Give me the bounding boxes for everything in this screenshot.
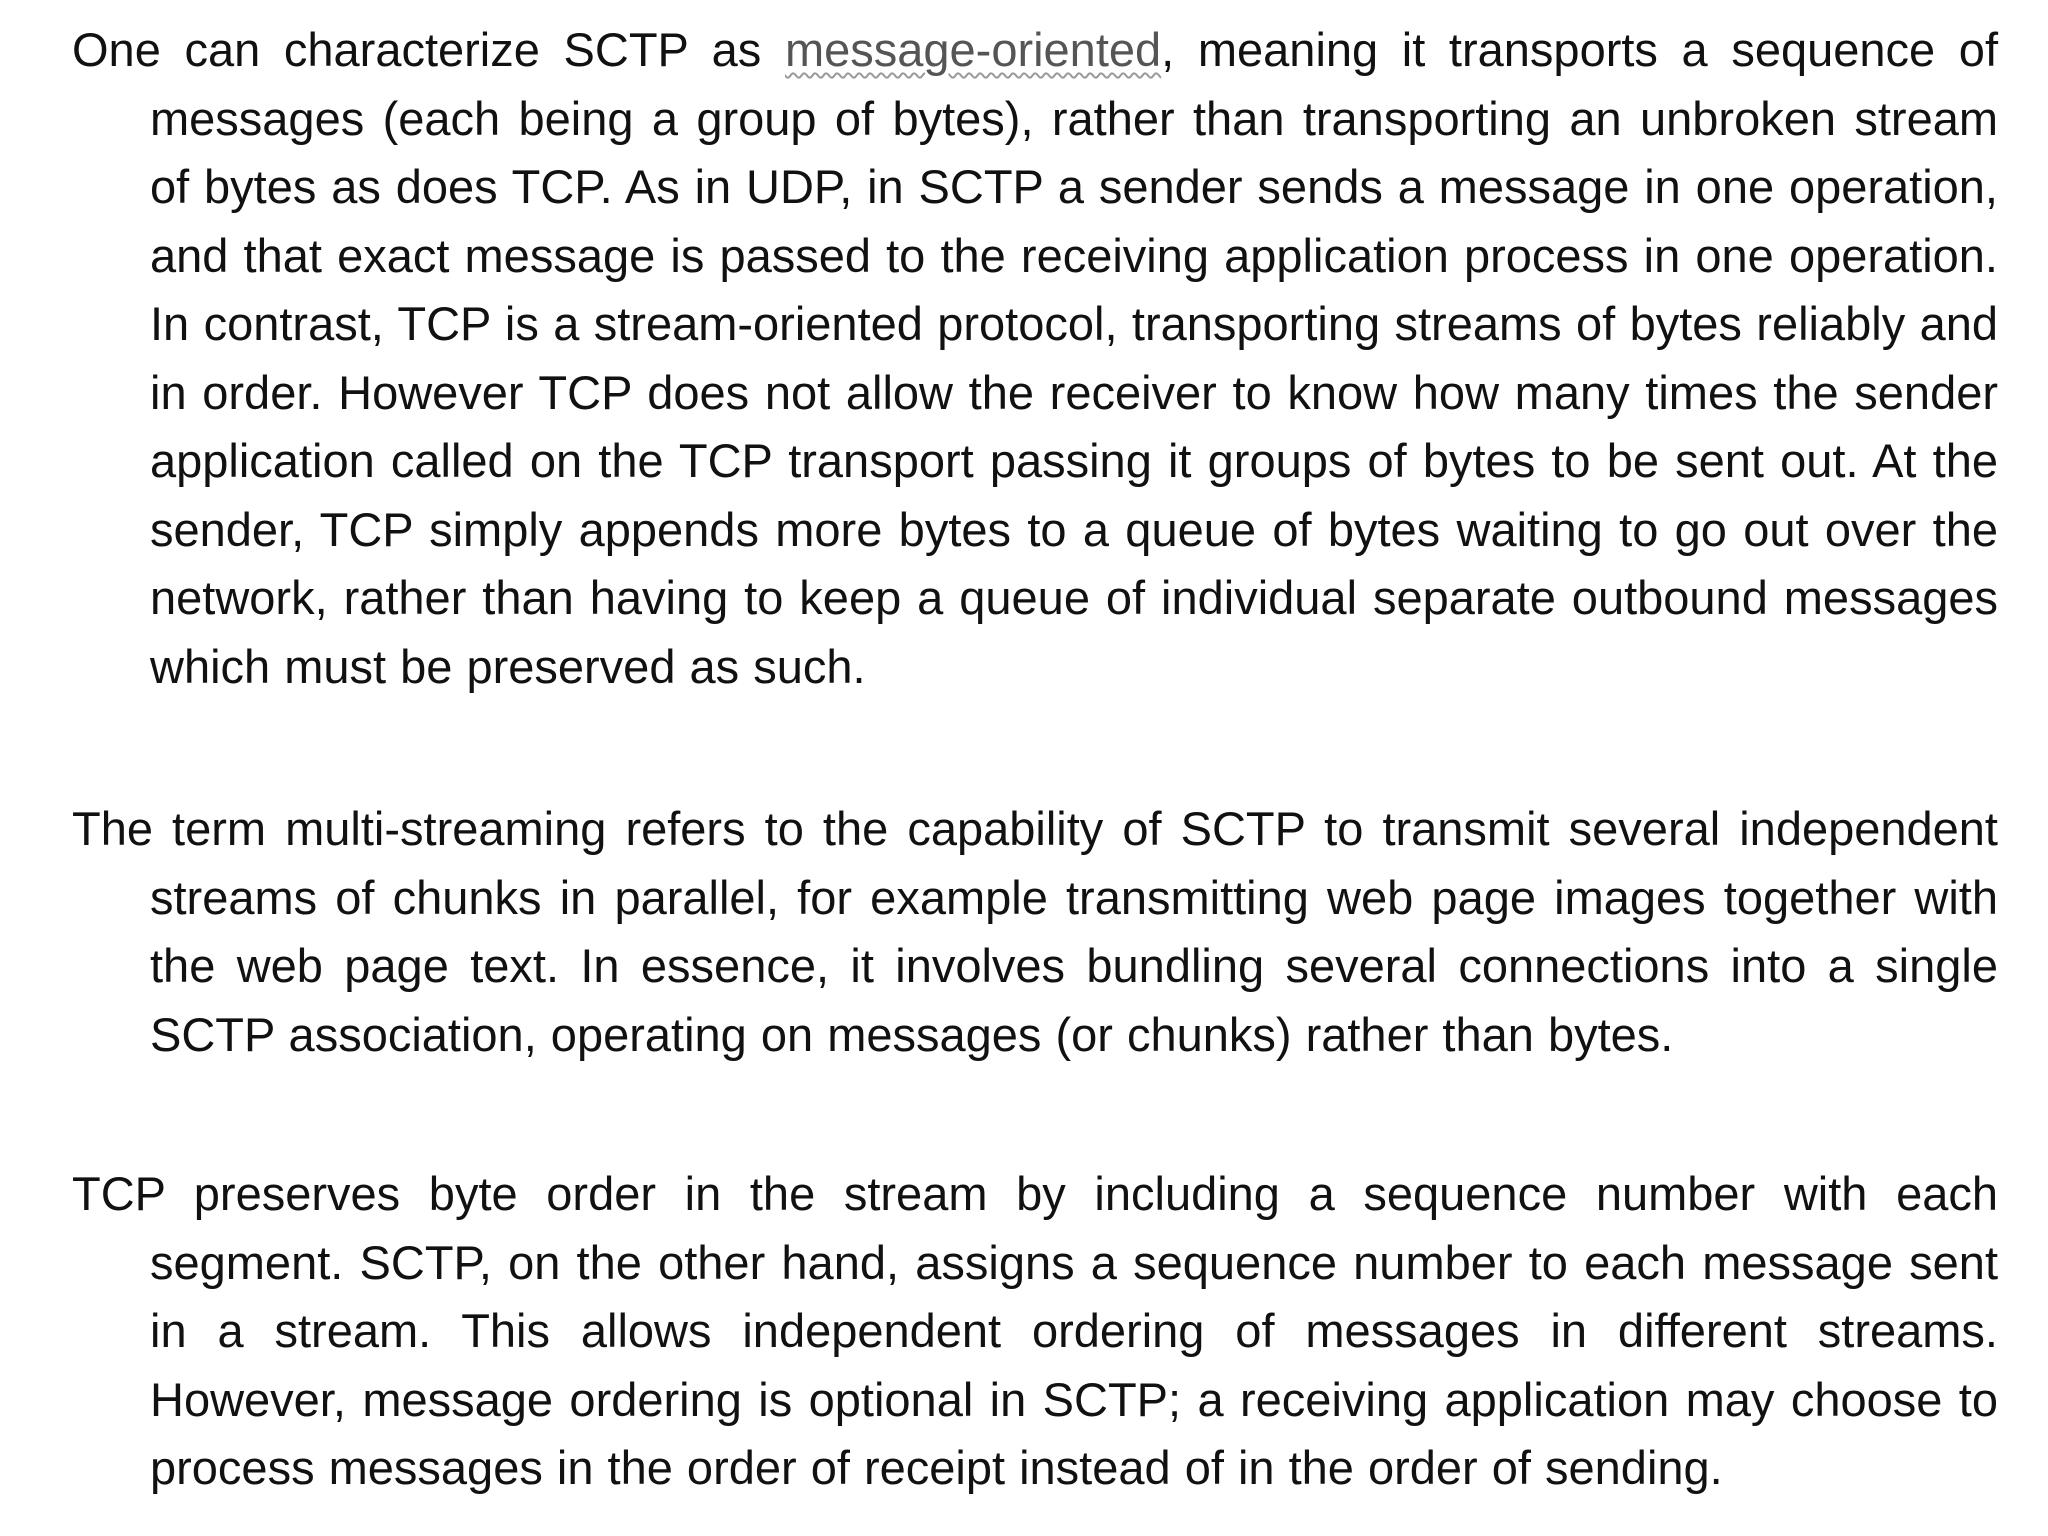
paragraph-multi-streaming: The term multi-streaming refers to the capability of SCTP to transmit several independent streams of chunks in parallel, for example transmitting web page images together with the web page text. In essence, it involves bundling several connections into a single SCTP association, operating on messages (or chunks) rather than bytes. — [72, 802, 1998, 1061]
paragraph-1-lead: One can characterize SCTP as — [72, 23, 785, 76]
paragraph-sequence-numbers: TCP preserves byte order in the stream by including a sequence number with each segment. SCTP, on the other hand, assigns a sequence number to each message sent in a stream. This allows independent ordering of messages in different streams. However, message ordering is optional in SCTP; a receiving application may choose to process messages in the order of receipt instead of in the order of sending. — [72, 1167, 1998, 1494]
paragraph-1-rest: , meaning it transports a sequence of messages (each being a group of bytes), rather than transporting an unbroken stream of bytes as does TCP. As in UDP, in SCTP a sender sends a message in one operation, and that exact message is passed to the receiving application process in one operation. In contrast, TCP is a stream-oriented protocol, transporting streams of bytes reliably and in order. However TCP does not allow the receiver to know how many times the sender application called on the TCP transport passing it groups of bytes to be sent out. At the sender, TCP simply appends more bytes to a queue of bytes waiting to go out over the network, rather than having to keep a queue of individual separate outbound messages which must be preserved as such. — [150, 23, 1999, 693]
spellcheck-highlighted-term: message-oriented — [784, 23, 1162, 76]
paragraph-message-oriented — [72, 16, 1998, 701]
